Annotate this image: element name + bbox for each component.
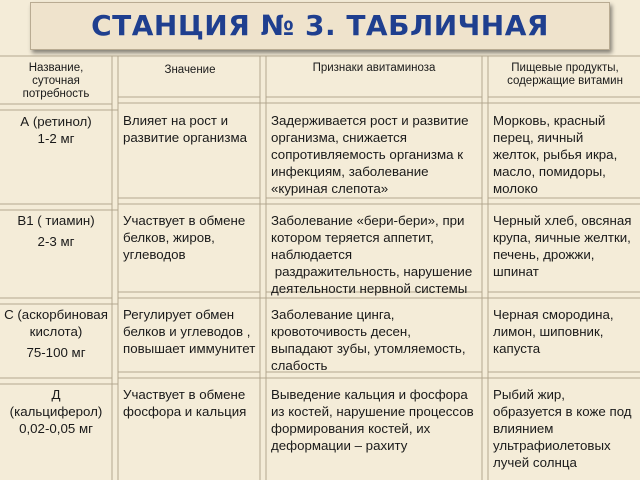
row-1-name: А (ретинол) 1-2 мг (20, 114, 92, 146)
row-1-signs: Задерживается рост и развитие организма, снижается сопротивляемость организма к инфекциям, заболевание «куриная слепота» (271, 113, 469, 196)
header-signs: Признаки авитаминоза (312, 62, 436, 74)
row-1-foods: Морковь, красный перец, яичный желток, рыбья икра, масло, помидоры, молоко (493, 113, 618, 196)
header-value: Значение (164, 64, 216, 76)
row-3-value: Регулирует обмен белков и углеводов , повышает иммунитет (123, 307, 256, 356)
row-2-foods: Черный хлеб, овсяная крупа, яичные желтки, печень, дрожжи, шпинат (493, 213, 632, 279)
row-2-value: Участвует в обмене белков, жиров, углеводов (123, 213, 246, 262)
row-2-name: В1 ( тиамин) 2-3 мг (17, 213, 95, 249)
row-3-name: С (аскорбиновая кислота) 75-100 мг (4, 307, 108, 360)
row-4-value: Участвует в обмене фосфора и кальция (123, 387, 247, 419)
row-4-foods: Рыбий жир, образуется в коже под влиянием ультрафиолетовых лучей солнца (493, 387, 632, 470)
row-3-signs: Заболевание цинга, кровоточивость десен, выпадают зубы, утомляемость, слабость (271, 307, 466, 373)
row-3-foods: Черная смородина, лимон, шиповник, капуста (493, 307, 614, 356)
page-title: СТАНЦИЯ № 3. ТАБЛИЧНАЯ (91, 9, 549, 42)
row-1-value: Влияет на рост и развитие организма (123, 113, 247, 145)
header-foods: Пищевые продукты, содержащие витамин (507, 62, 623, 87)
header-name: Название, суточная потребность (22, 62, 90, 100)
row-4-name: Д (кальциферол) 0,02-0,05 мг (9, 387, 103, 436)
row-4-signs: Выведение кальция и фосфора из костей, нарушение процессов формирования костей, их деформации – рахиту (271, 387, 474, 453)
row-2-signs: Заболевание «бери-бери», при котором теряется аппетит, наблюдается раздражительность, нарушение деятельности нервной системы (271, 213, 473, 296)
